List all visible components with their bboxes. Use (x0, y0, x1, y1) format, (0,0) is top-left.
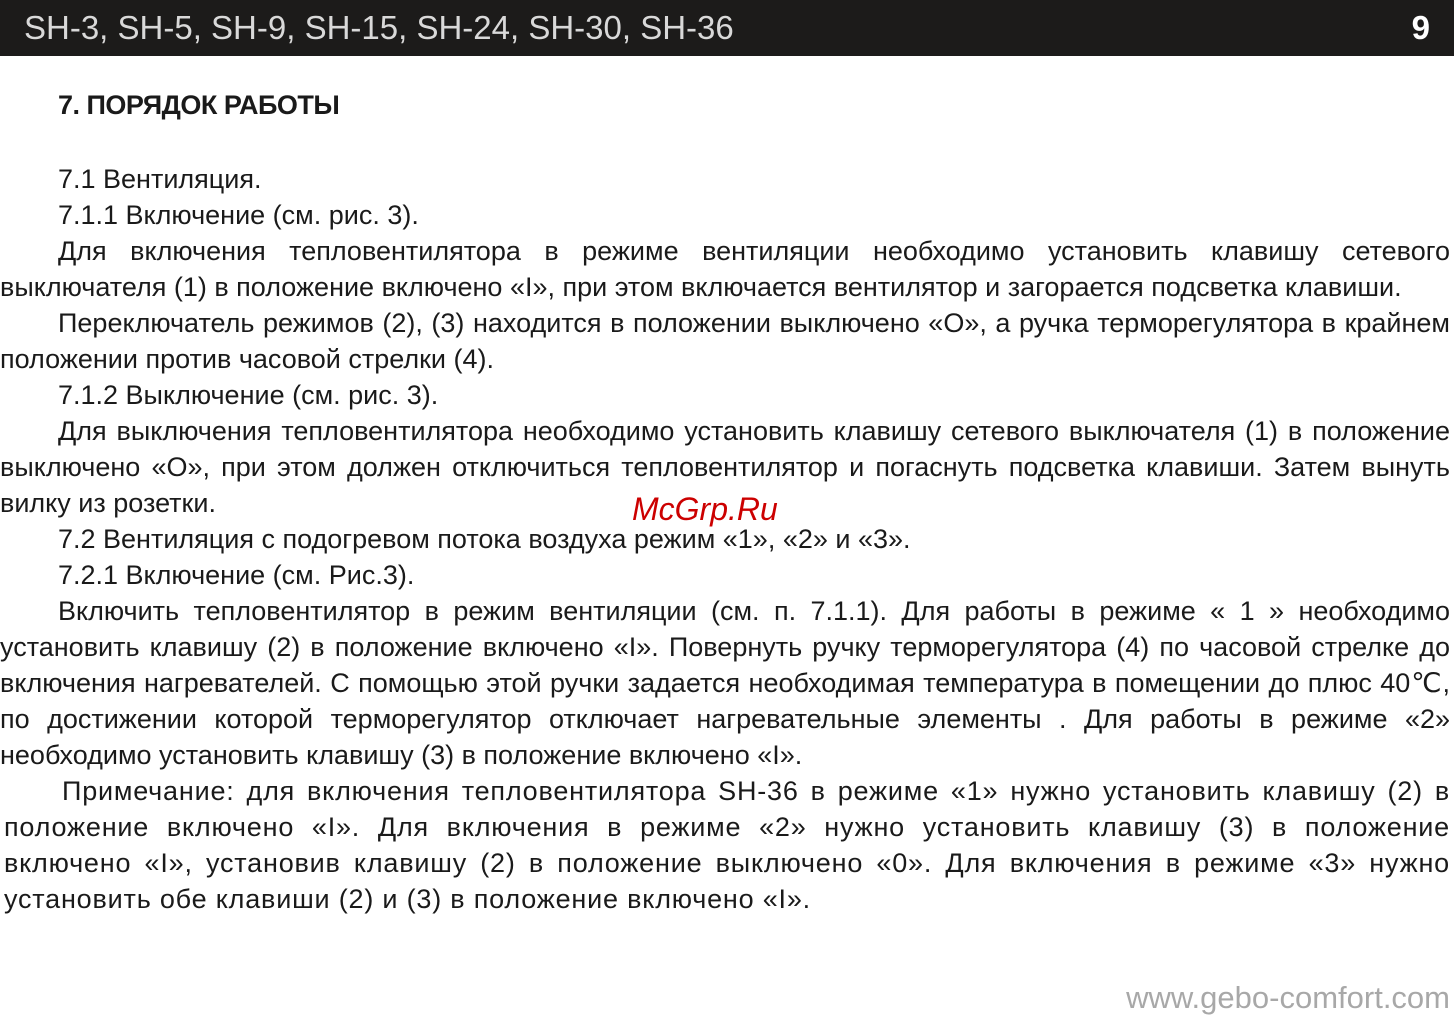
watermark: McGrp.Ru (632, 491, 778, 527)
subsection-heading-7-2-1: 7.2.1 Включение (см. Рис.3). (58, 560, 415, 590)
paragraph-ventilation-on: Для включения тепловентилятора в режиме вентиляции необходимо установить клавишу сетевого выключателя (1) в положение включено «I», при этом включается вентилятор и загорается подсветка клавиши. (0, 236, 1450, 302)
subsection-heading-7-1-1: 7.1.1 Включение (см. рис. 3). (58, 200, 419, 230)
header-bar (0, 0, 1454, 56)
footer-website-url: www.gebo-comfort.com (1126, 980, 1450, 1015)
page-number: 9 (1411, 9, 1430, 46)
section-heading: 7. ПОРЯДОК РАБОТЫ (58, 90, 340, 120)
subsection-heading-7-1: 7.1 Вентиляция. (58, 164, 262, 194)
body-text (0, 161, 1450, 917)
paragraph-ventilation-off: Для выключения тепловентилятора необходимо установить клавишу сетевого выключателя (1) в положение выключено «О», при этом должен отключиться тепловентилятор и погаснуть подсветка клавиши. Затем вынуть вилку из розетки. (0, 416, 1450, 518)
paragraph-heating-on: Включить тепловентилятор в режим вентиляции (см. п. 7.1.1). Для работы в режиме « 1 » необходимо установить клавишу (2) в положение включено «I». Повернуть ручку терморегулятора (4) по часовой стрелке до включения нагревателей. С помощью этой ручки задается необходимая температура в помещении до плюс 40℃, по достижении которой терморегулятор отключает нагревательные элементы . Для работы в режиме «2» необходимо установить клавишу (3) в положение включено «I». (0, 596, 1450, 770)
subsection-heading-7-2: 7.2 Вентиляция с подогревом потока воздуха режим «1», «2» и «3». (58, 524, 911, 554)
paragraph-mode-switch: Переключатель режимов (2), (3) находится в положении выключено «О», а ручка терморегулятора в крайнем положении против часовой стрелки (4). (0, 308, 1450, 374)
paragraph-note: Примечание: для включения тепловентилятора SH-36 в режиме «1» нужно установить клавишу (2) в положение включено «I». Для включения в режиме «2» нужно установить клавишу (3) в положение включено «I», установив клавишу (2) в положение выключено «0». Для включения в режиме «3» нужно установить обе клавиши (2) и (3) в положение включено «I». (4, 776, 1450, 914)
document-title: SH-3, SH-5, SH-9, SH-15, SH-24, SH-30, SH-36 (24, 9, 734, 46)
subsection-heading-7-1-2: 7.1.2 Выключение (см. рис. 3). (58, 380, 439, 410)
